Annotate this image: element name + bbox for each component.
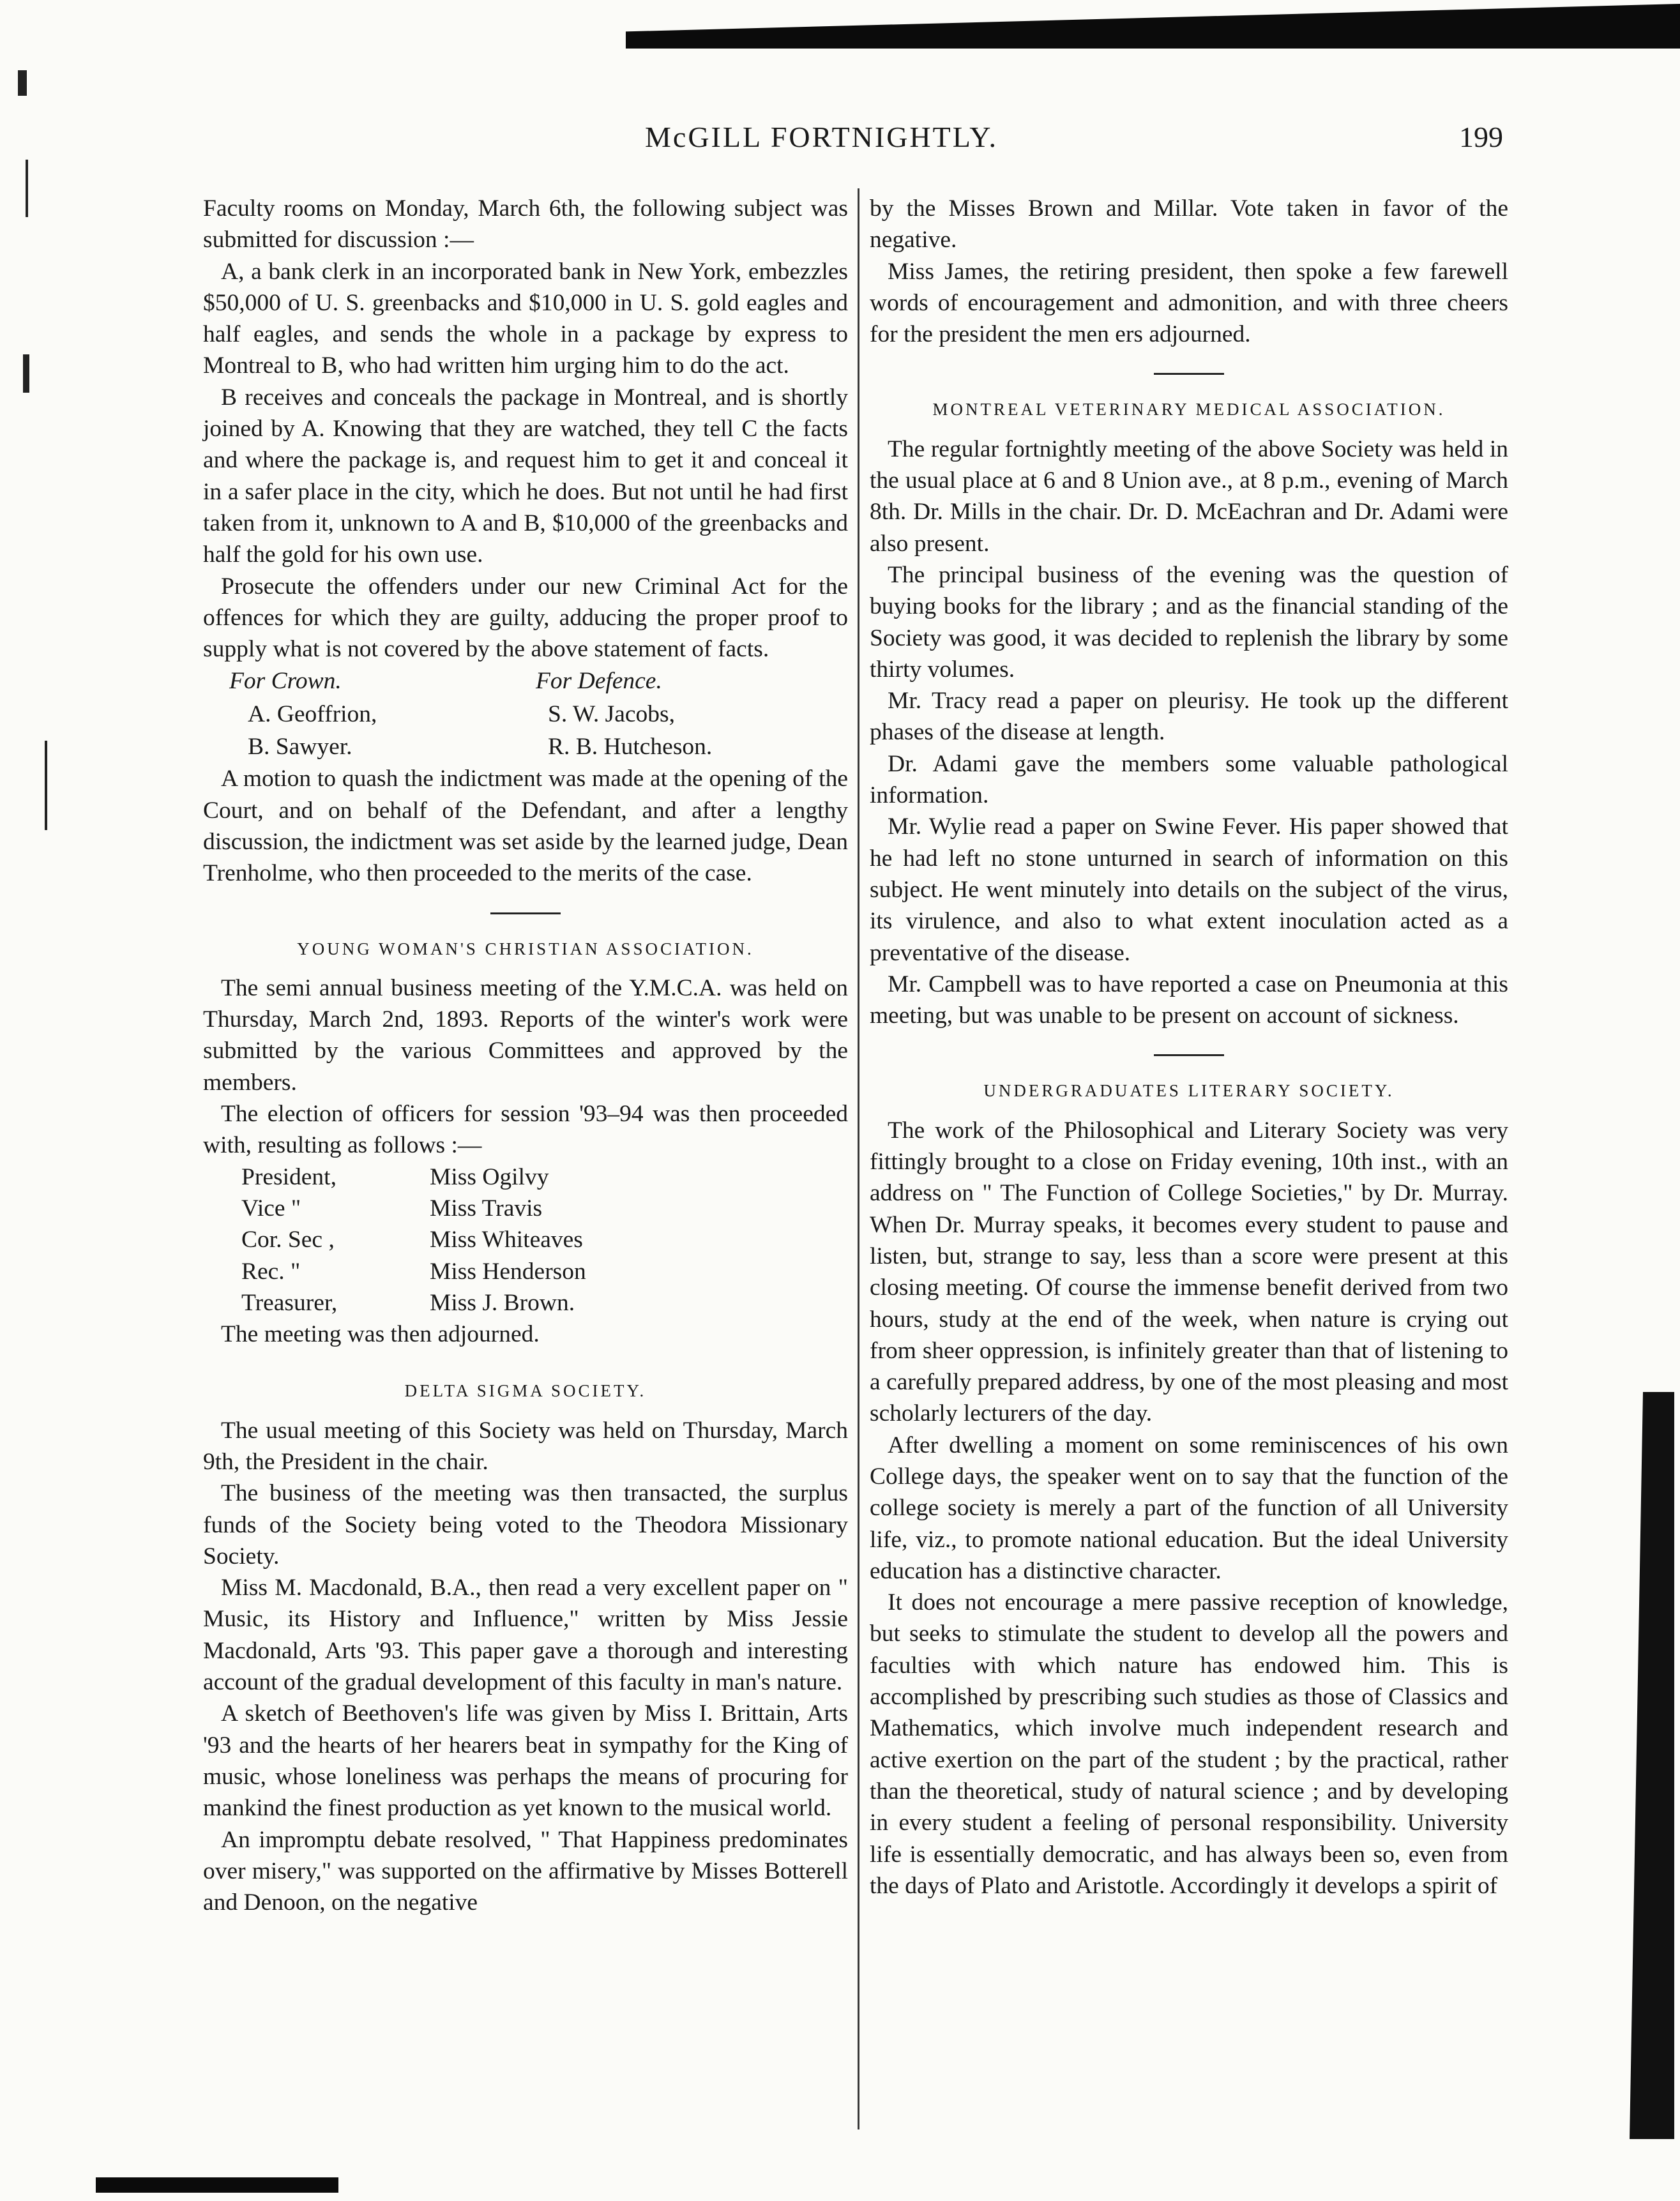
officer-name: Miss Whiteaves [430,1227,583,1253]
defence-counsel: R. B. Hutcheson. [548,734,713,760]
right-column [870,193,1508,1902]
crown-counsel: A. Geoffrion, [248,700,377,727]
section-heading: UNDERGRADUATES LITERARY SOCIETY. [983,1081,1395,1101]
paragraph: An impromptu debate resolved, " That Happiness predominates over misery," was supported on the affirmative by Misses Botterell and Denoon, on the negative [203,1826,848,1916]
officer-row [241,1224,586,1255]
scan-margin-mark [45,741,47,830]
paragraph: Faculty rooms on Monday, March 6th, the following subject was submitted for discussion :— [203,195,848,253]
section-heading: YOUNG WOMAN'S CHRISTIAN ASSOCIATION. [297,939,754,958]
defence-counsel: S. W. Jacobs, [548,700,675,727]
paragraph: The usual meeting of this Society was held on Thursday, March 9th, the President in the chair. [203,1417,848,1475]
officer-row [241,1256,586,1287]
paragraph: A sketch of Beethoven's life was given by Miss I. Brittain, Arts '93 and the hearts of her hearers beat in sympathy for the King of music, whose loneliness was perhaps the means of procuring for mankind the finest production as yet known to the musical world. [203,1700,848,1822]
officer-row [241,1161,586,1193]
paragraph: Mr. Wylie read a paper on Swine Fever. His paper showed that he had left no stone unturned in search of information on this subject. He went minutely into details on the subject of the virus, its virulence, and also to what extent inoculation acted as a preventative of the disease. [870,813,1508,966]
paragraph: Dr. Adami gave the members some valuable pathological information. [870,750,1508,809]
section-heading: DELTA SIGMA SOCIETY. [404,1381,647,1401]
officer-name: Miss Travis [430,1195,543,1222]
scan-margin-mark [23,354,29,393]
section-heading: MONTREAL VETERINARY MEDICAL ASSOCIATION. [932,400,1446,420]
section-divider [1154,1054,1224,1056]
paragraph: The meeting was then adjourned. [221,1321,540,1348]
paragraph: by the Misses Brown and Millar. Vote taken in favor of the negative. [870,195,1508,253]
officer-row [241,1287,586,1319]
paragraph: Mr. Tracy read a paper on pleurisy. He took up the different phases of the disease at length. [870,688,1508,746]
page-header [0,120,1680,165]
paragraph: Miss James, the retiring president, then spoke a few farewell words of encouragement and admonition, and with three cheers for the president the men ers adjourned. [870,258,1508,348]
paragraph: It does not encourage a mere passive reception of knowledge, but seeks to stimulate the student to develop all the powers and faculties with which nature has endowed him. This is accomplished by prescribing such studies as those of Classics and Mathematics, which involve much independent research and active exertion on the part of the student ; by the practical, rather than the theoretical, study of natural science ; and by developing in every student a feeling of personal responsibility. University life is essentially democratic, and has always been so, even from the days of Plato and Aristotle. Accordingly it develops a spirit of [870,1589,1508,1899]
scan-right-edge-shadow [1630,1392,1674,2139]
officer-role: Cor. Sec , [241,1227,335,1253]
paragraph: Miss M. Macdonald, B.A., then read a very excellent paper on " Music, its History and Influence," written by Miss Jessie Macdonald, Arts '93. This paper gave a thorough and interesting account of the gradual development of this faculty in man's nature. [203,1575,848,1696]
officer-role: Vice " [241,1195,301,1222]
officer-role: Rec. " [241,1258,301,1285]
paragraph: B receives and conceals the package in Montreal, and is shortly joined by A. Knowing that they are watched, they tell C the facts and where the package is, and request him to get it and conceal it in a safer place in the city, which he does. But not until he had first taken from it, unknown to A and B, $10,000 of the greenbacks and half the gold for his own use. [203,384,848,568]
defence-heading: For Defence. [536,668,662,695]
paragraph: A motion to quash the indictment was made at the opening of the Court, and on behalf of the Defendant, and after a lengthy discussion, the indictment was set aside by the learned judge, Dean Trenholme, who then proceeded to the merits of the case. [203,766,848,887]
scan-bottom-bar [96,2177,338,2193]
section-divider [1154,373,1224,375]
officer-role: Treasurer, [241,1289,338,1316]
scan-margin-mark [18,70,27,96]
paragraph: The business of the meeting was then transacted, the surplus funds of the Society being voted to the Theodora Missionary Society. [203,1480,848,1569]
left-column [203,193,848,1918]
officer-name: Miss Henderson [430,1258,586,1285]
section-divider [490,912,561,914]
paragraph: Mr. Campbell was to have reported a case on Pneumonia at this meeting, but was unable to be present on account of sickness. [870,971,1508,1029]
crown-counsel: B. Sawyer. [248,734,352,760]
paragraph: Prosecute the offenders under our new Criminal Act for the offences for which they are guilty, adducing the proper proof to supply what is not covered by the above statement of facts. [203,573,848,663]
officer-row [241,1193,586,1224]
paragraph: The election of officers for session '93–94 was then proceeded with, resulting as follows :— [203,1101,848,1159]
officers-table [241,1161,586,1319]
paragraph: After dwelling a moment on some reminiscences of his own College days, the speaker went on to say that the function of the college society is merely a part of the function of all University life, viz., to promote national education. But the ideal University education has a distinctive character. [870,1432,1508,1584]
paragraph: A, a bank clerk in an incorporated bank in New York, embezzles $50,000 of U. S. greenbacks and $10,000 in U. S. gold eagles and half eagles, and sends the whole in a package by express to Montreal to B, who had written him urging him to do the act. [203,258,848,379]
crown-heading: For Crown. [229,668,342,695]
column-rule [858,188,859,2129]
officer-role: President, [241,1163,337,1190]
counsel-table [229,665,842,763]
running-title: McGILL FORTNIGHTLY. [645,121,999,153]
scan-top-bar [626,4,1680,49]
paragraph: The semi annual business meeting of the Y.M.C.A. was held on Thursday, March 2nd, 1893. Reports of the winter's work were submitted by the various Committees and approved by the members. [203,974,848,1096]
paragraph: The regular fortnightly meeting of the above Society was held in the usual place at 6 and 8 Union ave., at 8 p.m., evening of March 8th. Dr. Mills in the chair. Dr. D. McEachran and Dr. Adami were also present. [870,435,1508,557]
page-number: 199 [1459,121,1503,153]
paragraph: The principal business of the evening was the question of buying books for the library ; and as the financial standing of the Society was good, it was decided to replenish the library by some thirty volumes. [870,561,1508,683]
paragraph: The work of the Philosophical and Literary Society was very fittingly brought to a close on Friday evening, 10th inst., with an address on " The Function of College Societies," by Dr. Murray. When Dr. Murray speaks, it becomes every student to pause and listen, but, strange to say, less than a score were present at this closing meeting. Of course the immense benefit derived from two hours, study at the end of the week, when nature is crying out from sheer oppression, is infinitely greater than that of listening to a carefully prepared address, by one of the most pleasing and most scholarly lecturers of the day. [870,1117,1508,1427]
officer-name: Miss Ogilvy [430,1163,549,1190]
scan-margin-mark [26,160,28,217]
officer-name: Miss J. Brown. [430,1289,575,1316]
